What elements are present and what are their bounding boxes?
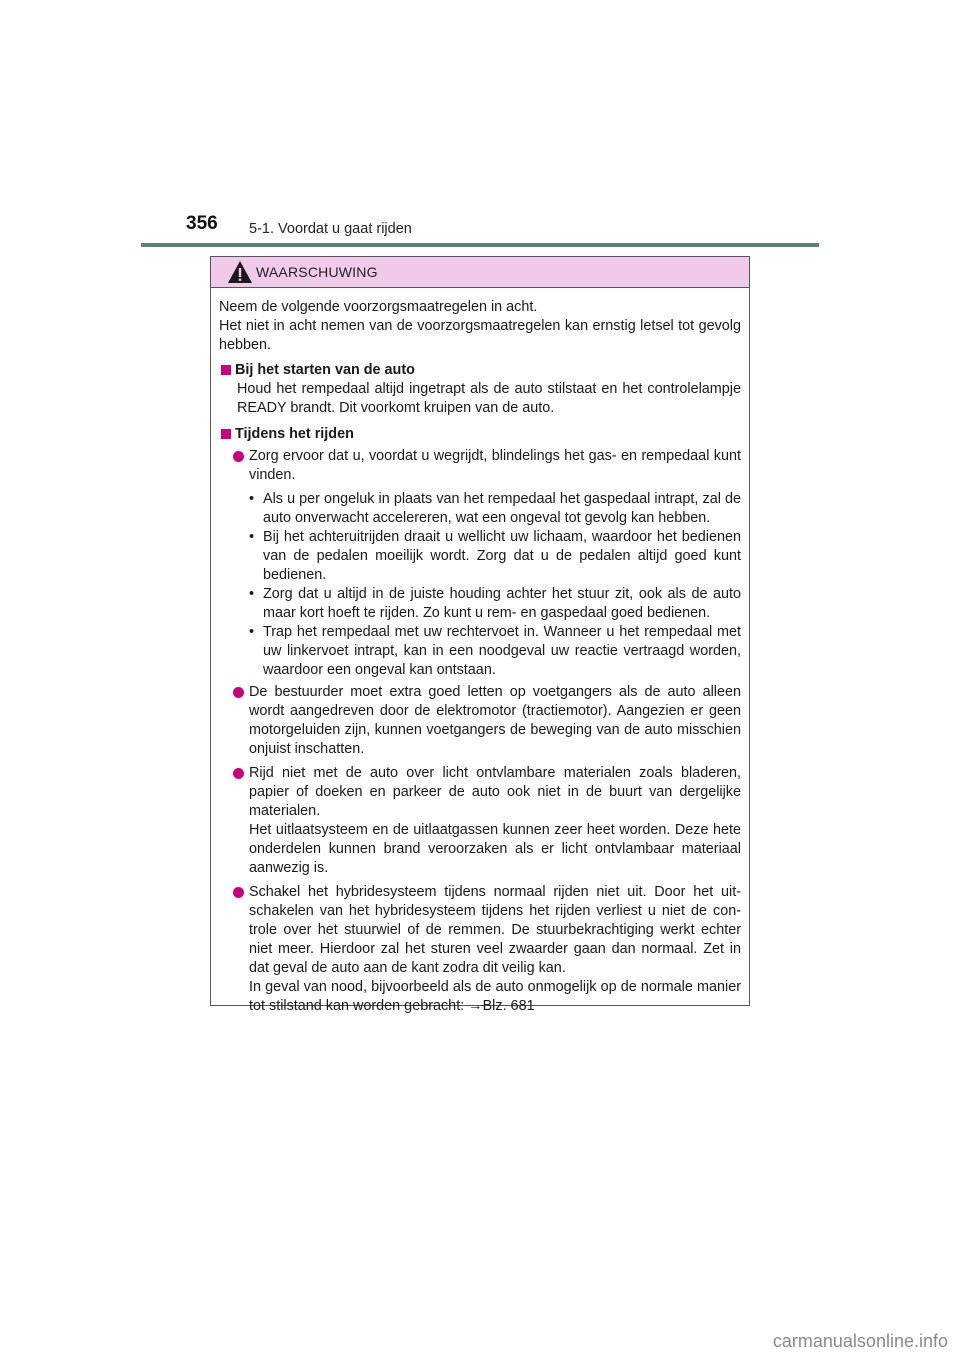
- square-bullet-icon: [221, 365, 231, 375]
- sub-list-text: Trap het rempedaal met uw rechtervoet in. Wanneer u het rempedaal met uw linkervoet intrapt, kan in een noodgeval uw reactie vertraagd worden, waardoor een ongeval kan ontstaan.: [263, 624, 741, 678]
- page-number: 356: [186, 213, 218, 234]
- bullet-text: Zorg ervoor dat u, voordat u wegrijdt, blindelings het gas- en rempedaal kunt vinden.: [249, 448, 741, 483]
- sub-list-text: Zorg dat u altijd in de juiste houding achter het stuur zit, ook als de auto maar kort hoeft te rijden. Zo kunt u rem- en gaspedaal goed bedienen.: [263, 586, 741, 621]
- section-title: 5-1. Voordat u gaat rijden: [249, 221, 412, 237]
- section-heading-text: Tijdens het rijden: [235, 426, 354, 442]
- sub-list-item: [249, 528, 741, 585]
- sub-list-text: Als u per ongeluk in plaats van het rempedaal het gaspedaal intrapt, zal de auto onverwacht accelereren, wat een ongeval tot gevolg kan hebben.: [263, 491, 741, 526]
- section-body-starting: Houd het rempedaal altijd ingetrapt als de auto stilstaat en het controlelampje READY brandt. Dit voorkomt kruipen van de auto.: [237, 381, 741, 416]
- section-heading-text: Bij het starten van de auto: [235, 362, 415, 378]
- bullet-text: Rijd niet met de auto over licht ontvlambare materialen zoals bladeren, papier of doeken en parkeer de auto ook niet in de buurt van dergelijke materialen. Het uitlaatsysteem en de uitlaatgassen kunnen zeer heet worden. Deze hete onderdelen kunnen brand veroorzaken als er licht ontvlambaar materiaal aanwezig is.: [249, 765, 741, 876]
- warning-header: [211, 257, 749, 288]
- sub-list-item: [249, 623, 741, 680]
- sub-list-text: Bij het achteruitrijden draait u wellicht uw lichaam, waardoor het bedienen van de pedalen moeilijk wordt. Zorg dat u de pedalen altijd goed kunt bedienen.: [263, 529, 741, 583]
- warning-title: WAARSCHUWING: [256, 264, 378, 280]
- warning-content: [211, 288, 749, 1016]
- dot-mark: •: [249, 586, 255, 602]
- dot-mark: •: [249, 624, 255, 640]
- bullet-item: [219, 447, 741, 485]
- bullet-item: [219, 883, 741, 1016]
- round-bullet-icon: [233, 887, 244, 898]
- bullet-text: De bestuurder moet extra goed letten op voetgangers als de auto alleen wordt aangedreven door de elektromotor (tractiemotor). Aangezien er geen motorgeluiden zijn, kunnen voetgangers de beweging van de auto misschien onjuist inschatten.: [249, 684, 741, 757]
- dot-mark: •: [249, 491, 255, 507]
- bullet-item: [219, 683, 741, 759]
- section-heading-driving: [219, 425, 741, 444]
- round-bullet-icon: [233, 687, 244, 698]
- warning-triangle-icon: [227, 260, 253, 284]
- warning-box: [210, 256, 750, 1014]
- round-bullet-icon: [233, 451, 244, 462]
- sub-list-item: [249, 490, 741, 528]
- square-bullet-icon: [221, 429, 231, 439]
- intro-text: Neem de volgende voorzorgsmaatregelen in acht. Het niet in acht nemen van de voorzorgsmaatregelen kan ernstig letsel tot gevolg hebben.: [219, 299, 741, 353]
- bullet-item: [219, 764, 741, 878]
- sub-list-item: [249, 585, 741, 623]
- watermark: carmanualsonline.info: [772, 1331, 948, 1351]
- section-heading-starting: [219, 361, 741, 380]
- header-divider: [141, 243, 819, 247]
- bullet-text: Schakel het hybridesysteem tijdens normaal rijden niet uit. Door het uitschakelen van het hybridesysteem tijdens het rijden verliest u niet de controle over het stuurwiel of de remmen. De stuurbekrachtiging werkt echter niet meer. Hierdoor zal het sturen veel zwaarder gaan dan normaal. Zet in dat geval de auto aan de kant zodra dit veilig kan. In geval van nood, bijvoorbeeld als de auto onmogelijk op de normale manier tot stilstand kan worden gebracht: →Blz. 681: [249, 884, 741, 1014]
- sub-list: [219, 490, 741, 680]
- round-bullet-icon: [233, 768, 244, 779]
- dot-mark: •: [249, 529, 255, 545]
